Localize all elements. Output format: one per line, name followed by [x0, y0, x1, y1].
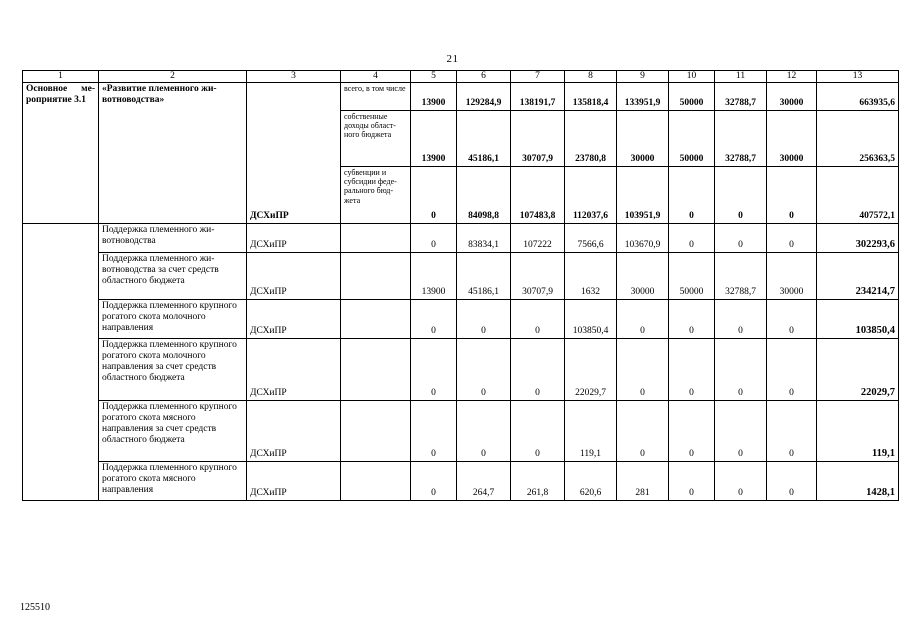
table-row: [23, 224, 899, 253]
executor-cell: ДСХиПР: [247, 462, 341, 501]
value-cell: 0: [715, 300, 767, 339]
empty-cell: [341, 300, 411, 339]
value-cell: 50000: [669, 253, 715, 300]
table-row: [23, 339, 899, 401]
table-row: [23, 300, 899, 339]
sub-row-name: Поддержка племенного жи-вотноводства за счет средств областного бюджета: [99, 253, 247, 300]
value-cell: 30707,9: [511, 111, 565, 167]
header-cell: 9: [617, 71, 669, 83]
total-cell: 407572,1: [817, 167, 899, 224]
budget-table: [22, 70, 899, 501]
table-row: [23, 83, 899, 111]
value-cell: 0: [617, 339, 669, 401]
executor-cell: ДСХиПР: [247, 83, 341, 224]
value-cell: 30000: [617, 111, 669, 167]
table-row: [23, 401, 899, 462]
value-cell: 23780,8: [565, 111, 617, 167]
value-cell: 112037,6: [565, 167, 617, 224]
header-cell: 5: [411, 71, 457, 83]
value-cell: 107222: [511, 224, 565, 253]
header-cell: 6: [457, 71, 511, 83]
value-cell: 1632: [565, 253, 617, 300]
value-cell: 0: [767, 224, 817, 253]
value-cell: 0: [715, 339, 767, 401]
header-cell: 11: [715, 71, 767, 83]
sub-row-name: Поддержка племенного крупного рогатого скота мясного направления: [99, 462, 247, 501]
value-cell: 0: [411, 339, 457, 401]
value-cell: 261,8: [511, 462, 565, 501]
total-cell: 1428,1: [817, 462, 899, 501]
value-cell: 281: [617, 462, 669, 501]
empty-cell: [341, 224, 411, 253]
value-cell: 45186,1: [457, 111, 511, 167]
executor-cell: ДСХиПР: [247, 253, 341, 300]
value-cell: 107483,8: [511, 167, 565, 224]
total-cell: 256363,5: [817, 111, 899, 167]
empty-cell: [341, 462, 411, 501]
value-cell: 50000: [669, 111, 715, 167]
value-cell: 119,1: [565, 401, 617, 462]
value-cell: 103951,9: [617, 167, 669, 224]
value-cell: 0: [669, 300, 715, 339]
value-cell: 0: [511, 339, 565, 401]
value-cell: 13900: [411, 253, 457, 300]
value-cell: 0: [411, 167, 457, 224]
value-cell: 32788,7: [715, 111, 767, 167]
value-cell: 0: [669, 339, 715, 401]
header-cell: 12: [767, 71, 817, 83]
header-cell: 4: [341, 71, 411, 83]
executor-cell: ДСХиПР: [247, 401, 341, 462]
value-cell: 0: [411, 401, 457, 462]
funding-source: собственные доходы област-ного бюджета: [341, 111, 411, 167]
header-cell: 10: [669, 71, 715, 83]
value-cell: 13900: [411, 83, 457, 111]
value-cell: 0: [767, 339, 817, 401]
value-cell: 135818,4: [565, 83, 617, 111]
value-cell: 0: [411, 300, 457, 339]
header-row: [23, 71, 899, 83]
value-cell: 0: [511, 300, 565, 339]
main-event-label: Основное ме-роприятие 3.1: [23, 83, 99, 224]
value-cell: 129284,9: [457, 83, 511, 111]
value-cell: 32788,7: [715, 83, 767, 111]
value-cell: 22029,7: [565, 339, 617, 401]
empty-cell: [341, 253, 411, 300]
sub-row-name: Поддержка племенного жи-вотноводства: [99, 224, 247, 253]
value-cell: 0: [767, 167, 817, 224]
table-row: [23, 253, 899, 300]
value-cell: 133951,9: [617, 83, 669, 111]
executor-cell: ДСХиПР: [247, 300, 341, 339]
value-cell: 7566,6: [565, 224, 617, 253]
executor-cell: ДСХиПР: [247, 224, 341, 253]
value-cell: 0: [617, 300, 669, 339]
sub-row-name: Поддержка племенного крупного рогатого скота молочного направления за счет средств областного бюджета: [99, 339, 247, 401]
value-cell: 0: [411, 462, 457, 501]
value-cell: 0: [715, 462, 767, 501]
value-cell: 45186,1: [457, 253, 511, 300]
value-cell: 0: [457, 339, 511, 401]
value-cell: 0: [669, 224, 715, 253]
header-cell: 2: [99, 71, 247, 83]
header-cell: 3: [247, 71, 341, 83]
value-cell: 0: [715, 401, 767, 462]
sub-row-name: Поддержка племенного крупного рогатого скота мясного направления за счет средств областного бюджета: [99, 401, 247, 462]
empty-cell: [23, 224, 99, 501]
total-cell: 302293,6: [817, 224, 899, 253]
value-cell: 0: [411, 224, 457, 253]
table-row: [23, 462, 899, 501]
header-cell: 8: [565, 71, 617, 83]
value-cell: 0: [767, 462, 817, 501]
value-cell: 103850,4: [565, 300, 617, 339]
footer-code: 125510: [20, 602, 50, 613]
executor-cell: ДСХиПР: [247, 339, 341, 401]
funding-source: субвенции и субсидии феде-рального бюд-жета: [341, 167, 411, 224]
empty-cell: [341, 401, 411, 462]
header-cell: 1: [23, 71, 99, 83]
value-cell: 30000: [767, 111, 817, 167]
value-cell: 83834,1: [457, 224, 511, 253]
value-cell: 50000: [669, 83, 715, 111]
value-cell: 0: [669, 462, 715, 501]
value-cell: 0: [767, 300, 817, 339]
value-cell: 264,7: [457, 462, 511, 501]
total-cell: 103850,4: [817, 300, 899, 339]
value-cell: 32788,7: [715, 253, 767, 300]
value-cell: 13900: [411, 111, 457, 167]
value-cell: 103670,9: [617, 224, 669, 253]
value-cell: 0: [457, 401, 511, 462]
value-cell: 0: [715, 167, 767, 224]
funding-source: всего, в том числе: [341, 83, 411, 111]
header-cell: 13: [817, 71, 899, 83]
value-cell: 84098,8: [457, 167, 511, 224]
value-cell: 0: [669, 401, 715, 462]
value-cell: 0: [767, 401, 817, 462]
total-cell: 234214,7: [817, 253, 899, 300]
value-cell: 0: [715, 224, 767, 253]
sub-row-name: Поддержка племенного крупного рогатого скота молочного направления: [99, 300, 247, 339]
total-cell: 663935,6: [817, 83, 899, 111]
main-event-title: «Развитие племенного жи-вотноводства»: [99, 83, 247, 224]
total-cell: 119,1: [817, 401, 899, 462]
empty-cell: [341, 339, 411, 401]
value-cell: 30000: [767, 83, 817, 111]
value-cell: 0: [669, 167, 715, 224]
value-cell: 30000: [767, 253, 817, 300]
total-cell: 22029,7: [817, 339, 899, 401]
header-cell: 7: [511, 71, 565, 83]
value-cell: 620,6: [565, 462, 617, 501]
value-cell: 0: [457, 300, 511, 339]
value-cell: 0: [617, 401, 669, 462]
value-cell: 138191,7: [511, 83, 565, 111]
value-cell: 30000: [617, 253, 669, 300]
value-cell: 0: [511, 401, 565, 462]
value-cell: 30707,9: [511, 253, 565, 300]
page-number: 21: [446, 53, 459, 65]
